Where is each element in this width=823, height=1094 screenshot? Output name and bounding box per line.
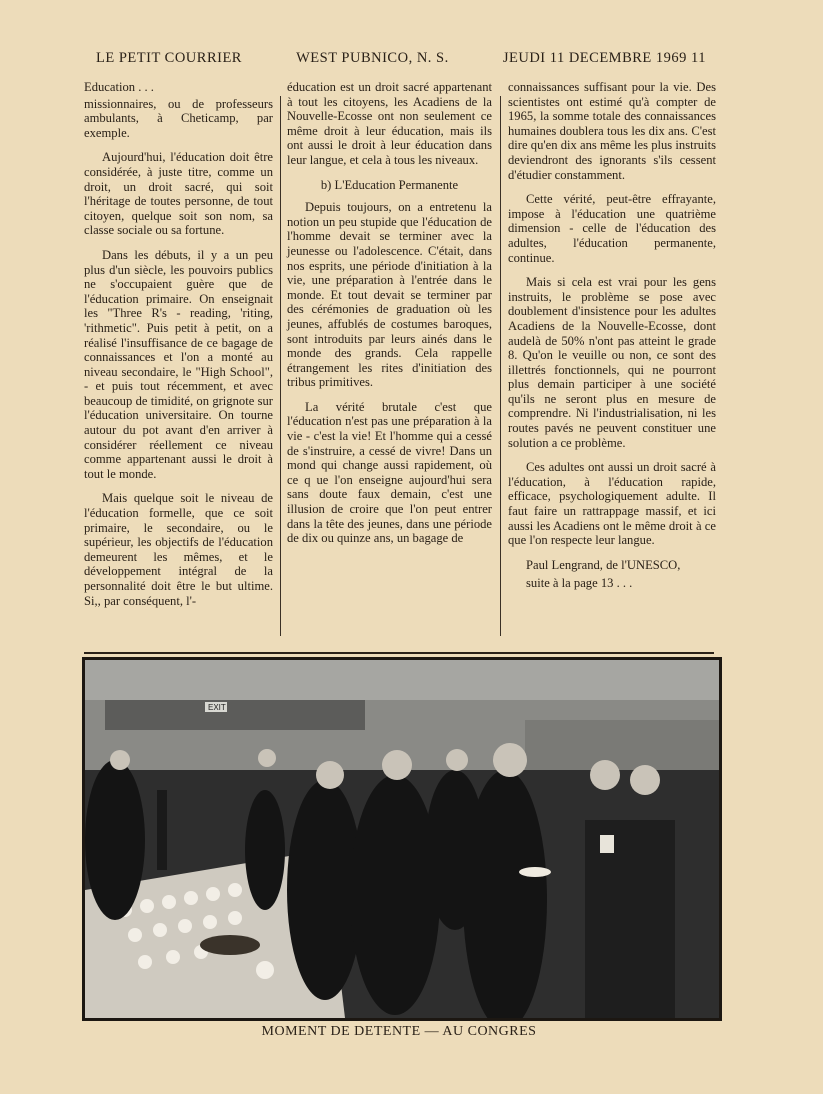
paragraph: Cette vérité, peut-être effrayante, impose à l'éducation une quatrième dimension - celle de l'éducation des adultes, l'éducation permanente, continue. <box>508 192 716 265</box>
paragraph: Mais quelque soit le niveau de l'éducation formelle, que ce soit primaire, le secondaire, ou le supérieur, les objectifs de l'éducation demeurent les mêmes, et le développement intégral de la personnalité doit être le but ultime. Si,, par conséquent, l'- <box>84 491 273 608</box>
paragraph: Depuis toujours, on a entretenu la notion un peu stupide que l'éducation de l'homme devait se terminer avec la jeunesse ou l'adolescence. C'était, dans nos esprits, une période d'initiation à la vie, une préparation à l'entrée dans le monde. Et tout devait se terminer par des cérémonies de graduation où les jeunes, affublés de costumes baroques, sont introduits par leurs ainés dans le monde des grands. Cela rappelle étrangement les rites d'initiation des tribus primitives. <box>287 200 492 390</box>
photo-top-rule <box>84 652 714 654</box>
paragraph: Ces adultes ont aussi un droit sacré à l'éducation, à l'éducation rapide, efficace, psychologiquement adulte. Il faut faire un rattrappage massif, et ici aussi les Acadiens ont le même droit à ce que l'on respecte leur langue. <box>508 460 716 548</box>
paragraph: Aujourd'hui, l'éducation doit être considérée, à juste titre, comme un droit, un droit sacré, qui soit l'héritage de toutes personne, de tout citoyen, quelque soit son nom, sa classe sociale ou sa fortune. <box>84 150 273 238</box>
paper-name: LE PETIT COURRIER <box>96 50 242 66</box>
article-column-2 <box>287 80 492 556</box>
article-column-1 <box>84 80 273 618</box>
dateline-place: WEST PUBNICO, N. S. <box>296 50 449 66</box>
column-rule <box>500 96 501 636</box>
paragraph: éducation est un droit sacré appartenant à tout les citoyens, les Acadiens de la Nouvelle-Ecosse ont non seulement ce même droit à leur éducation, mais ils ont aussi le droit à leur éducation dans leur langue, et cela à tous les niveaux. <box>287 80 492 167</box>
paragraph: Mais si cela est vrai pour les gens instruits, le problème se pose avec doublement d'insistence pour les adultes Acadiens de la Nouvelle-Ecosse, dont audelà de 50% n'ont pas atteint le grade 8. Qu'on le veuille ou non, ce sont des illettrés fonctionnels, qui ne pourront plus demain participer à une société qu'ils ne seront plus en mesure de comprendre. Ni l'industrialisation, ni les routes pavés ne peuvent constituer une solution a ce problème. <box>508 275 716 450</box>
paragraph: Dans les débuts, il y a un peu plus d'un siècle, les pouvoirs publics ne s'occupaient guère que de l'éducation primaire. On enseignait les "Three R's - reading, 'riting, 'rithmetic". Puis petit à petit, on a réalisé l'insuffisance de ce bagage de connaissances et l'on a monté au niveau secondaire, le "High School", - et puis tout récemment, et avec beaucoup de timidité, on grignote sur l'éducation universitaire. On tourne autour du pot avant d'en arriver à considérer réellement ce niveau comme appartenant aussi le droit à tout le monde. <box>84 247 273 481</box>
column-rule <box>280 96 281 636</box>
author-signature: Paul Lengrand, de l'UNESCO, <box>526 557 681 572</box>
reception-photo <box>82 657 722 1021</box>
continued-on-page: suite à la page 13 . . . <box>526 576 633 591</box>
paragraph: La vérité brutale c'est que l'éducation n'est pas une préparation à la vie - c'est la vie! Et l'homme qui a cessé de s'instruire, a cessé de vivre! Dans un mond qui change aussi rapidement, où ce q ue l'on enseigne aujourd'hui sera sans doute faux demain, c'est une illusion de croire que l'on peut entrer dans la tête des jeunes, dans une période de dix ou quinze ans, un bagage de <box>287 399 492 546</box>
photo-illustration <box>85 660 719 1018</box>
continued-label: Education . . . <box>84 80 154 94</box>
article-column-3 <box>508 80 716 601</box>
exit-sign: EXIT <box>208 703 226 712</box>
date-page-number: JEUDI 11 DECEMBRE 1969 11 <box>502 50 706 66</box>
photo-caption: MOMENT DE DETENTE — AU CONGRES <box>261 1024 537 1039</box>
paragraph: connaissances suffisant pour la vie. Des scientistes ont estimé qu'à compter de 1965, la somme totale des connaissances humaines doublera tous les dix ans. C'est dire qu'en dix ans même les plus instruits deviendront des ignorants s'ils cessent d'étudier constamment. <box>508 80 716 182</box>
masthead <box>96 50 706 67</box>
section-heading: b) L'Education Permanente <box>320 177 459 192</box>
paragraph: missionnaires, ou de professeurs ambulants, à Cheticamp, par exemple. <box>84 96 273 140</box>
